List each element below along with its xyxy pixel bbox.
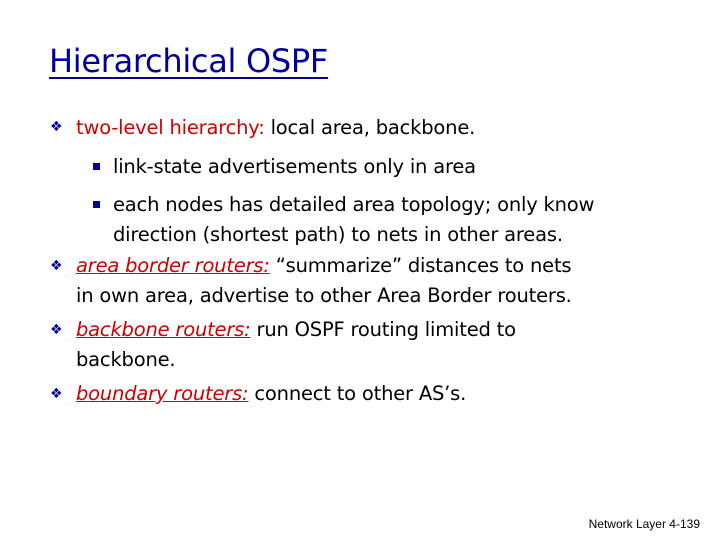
bullet-2-term: area border routers:	[76, 254, 270, 277]
checkmark-bullet-icon: ❖	[50, 119, 63, 135]
checkmark-bullet-icon: ❖	[50, 258, 63, 274]
bullet-4-term: boundary routers:	[76, 382, 249, 405]
bullet-2-line-2: in own area, advertise to other Area Border routers.	[76, 284, 572, 307]
bullet-4-line-1	[76, 384, 466, 404]
square-bullet-icon	[93, 201, 100, 208]
bullet-2-text: “summarize” distances to nets	[269, 254, 572, 277]
sub-bullet-2-line-2: direction (shortest path) to nets in other areas.	[113, 223, 563, 246]
bullet-1-text: local area, backbone.	[264, 116, 476, 139]
bullet-3-term: backbone routers:	[76, 318, 251, 341]
bullet-3-text: run OSPF routing limited to	[250, 318, 516, 341]
slide-footer: Network Layer 4-139	[588, 517, 700, 531]
sub-bullet-1-line: link-state advertisements only in area	[113, 155, 476, 178]
bullet-1-line	[76, 118, 475, 138]
checkmark-bullet-icon: ❖	[50, 386, 63, 402]
bullet-2-line-1	[76, 256, 571, 276]
square-bullet-icon	[93, 163, 100, 170]
slide-title: Hierarchical OSPF	[49, 42, 328, 80]
bullet-3-line-1	[76, 320, 516, 340]
bullet-1-term: two-level hierarchy:	[76, 116, 265, 139]
checkmark-bullet-icon: ❖	[50, 322, 63, 338]
bullet-4-text: connect to other AS’s.	[248, 382, 467, 405]
sub-bullet-2-line-1: each nodes has detailed area topology; only know	[113, 193, 595, 216]
bullet-3-line-2: backbone.	[76, 348, 176, 371]
